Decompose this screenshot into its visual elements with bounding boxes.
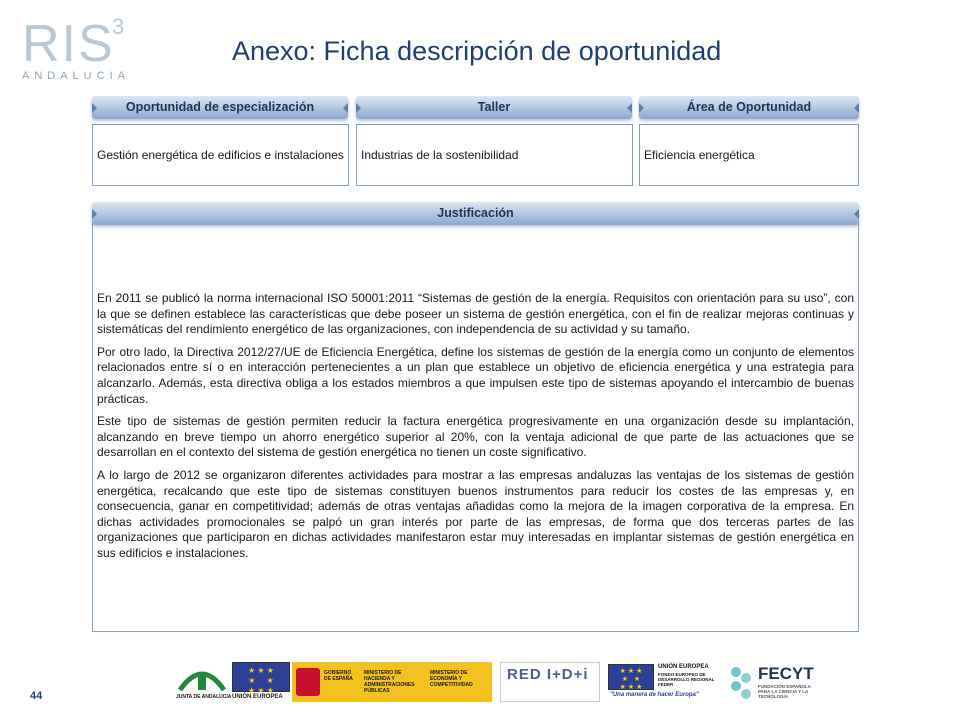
gobierno-espana-logo xyxy=(292,662,492,702)
workshop-value: Industrias de la sostenibilidad xyxy=(361,147,519,162)
justification-paragraph: Por otro lado, la Directiva 2012/27/UE de Eficiencia Energética, define los sistemas de gestión de la energía como un conjunto de elementos relacionados entre sí o en interacción pertenecientes a un plan que establece un objetivo de eficiencia energética y una estrategia para alcanzarlo. Además, esta directiva obliga a los estados miembros a que impulsen este tipo de sistemas apoyando el intercambio de buenas prácticas. xyxy=(97,344,854,406)
feder-motto: "Una manera de hacer Europa" xyxy=(610,692,699,698)
eu-flag-icon: ★ ★ ★ ★ ★ ★ ★ ★ xyxy=(232,662,290,692)
logo-superscript: 3 xyxy=(112,14,125,39)
logo-letters: RIS xyxy=(22,15,115,73)
junta-emblem-icon xyxy=(176,662,228,694)
eu-caption: UNIÓN EUROPEA xyxy=(232,694,283,700)
feder-logo xyxy=(606,662,724,702)
justification-paragraph: Este tipo de sistemas de gestión permiten reducir la factura energética progresivamente en una organización desde su implantación, alcanzando en breve tiempo un ahorro energético superior al 20%, con la ventaja adicional de que parte de las actuaciones que se desarrollan en el contexto del sistema de gestión energética no tienen un coste significativo. xyxy=(97,414,854,460)
fecyt-caption: FUNDACIÓN ESPAÑOLA PARA LA CIENCIA Y LA TECNOLOGÍA xyxy=(758,684,811,699)
ris3-logo xyxy=(20,14,130,84)
opportunity-value: Gestión energética de edificios e instalaciones xyxy=(97,147,344,162)
page-title: Anexo: Ficha descripción de oportunidad xyxy=(232,36,722,66)
red-idi-text: RED I+D+i xyxy=(507,666,589,683)
economia-caption: MINISTERIO DE ECONOMÍA Y COMPETITIVIDAD xyxy=(430,670,473,688)
fecyt-logo xyxy=(728,662,828,702)
junta-caption: JUNTA DE ANDALUCIA xyxy=(176,694,232,700)
header-area: Área de Oportunidad xyxy=(639,96,859,119)
justification-text xyxy=(97,291,854,569)
page-number: 44 xyxy=(30,690,43,702)
gobierno-caption: GOBIERNO DE ESPAÑA xyxy=(324,670,353,682)
junta-andalucia-logo xyxy=(176,662,232,702)
justification-paragraph: A lo largo de 2012 se organizaron diferentes actividades para mostrar a las empresas andaluzas las ventajas de los sistemas de gestión energética, recalcando que este tipo de sistemas constituyen buenos instrumentos para reducir los costes de las empresas y, en consecuencia, ganar en competitividad; además de otras ventajas añadidas como la mejora de la imagen corporativa de la empresa. En dichas actividades promocionales se palpó un gran interés por parte de las empresas, de forma que dos terceras partes de las organizaciones que participaron en dichas actividades manifestaron estar muy interesadas en implantar sistemas de gestión energética en sus edificios e instalaciones. xyxy=(97,467,854,560)
header-justification: Justificación xyxy=(92,202,859,225)
eu-flag-feder-icon: ★ ★ ★ ★ ★ ★ ★ ★ xyxy=(608,664,654,690)
logo-subtitle: ANDALUCIA xyxy=(22,70,130,82)
justification-paragraph: En 2011 se publicó la norma internacional ISO 50001:2011 “Sistemas de gestión de la energía. Requisitos con orientación para su uso”, con la que se definen establece las características que debe poseer un sistema de gestión energética, con el fin de realizar mejoras continuas y sistemáticas del rendimiento energético de las organizaciones, con independencia de su actividad y su tamaño. xyxy=(97,291,854,337)
spain-shield-icon xyxy=(296,668,320,696)
justification-box xyxy=(92,212,859,632)
feder-caption: FONDO EUROPEO DE DESARROLLO REGIONAL FEDER xyxy=(658,672,715,687)
opportunity-box xyxy=(92,124,349,186)
workshop-box xyxy=(356,124,633,186)
feder-ue-title: UNIÓN EUROPEA xyxy=(658,664,709,670)
header-workshop: Taller xyxy=(356,96,632,119)
union-europea-logo xyxy=(232,662,290,702)
fecyt-molecule-icon xyxy=(728,664,754,700)
header-opportunity: Oportunidad de especialización xyxy=(92,96,348,119)
red-idi-logo xyxy=(500,662,600,702)
hacienda-caption: MINISTERIO DE HACIENDA Y ADMINISTRACIONES PÚBLICAS xyxy=(364,670,415,694)
area-value: Eficiencia energética xyxy=(644,147,755,162)
fecyt-text: FECYT xyxy=(758,664,814,683)
area-box xyxy=(639,124,859,186)
